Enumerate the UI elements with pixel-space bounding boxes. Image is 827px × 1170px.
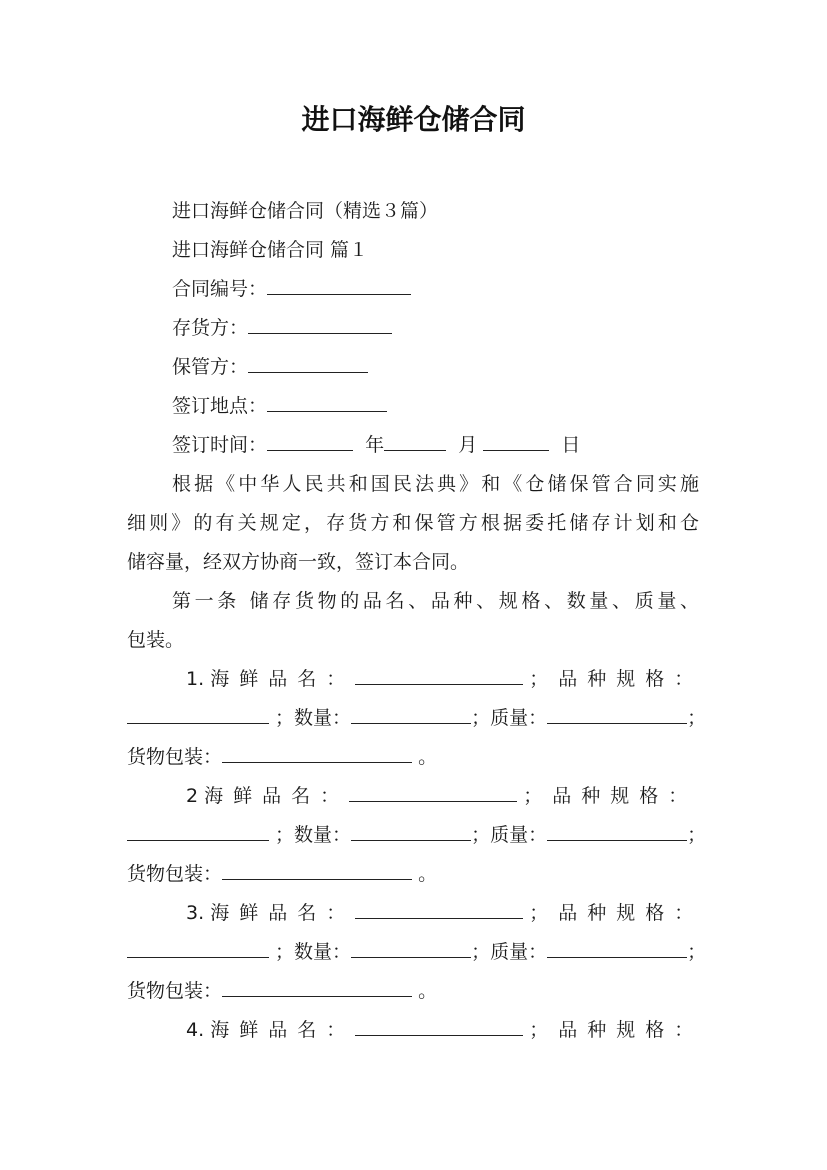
year-label: 年	[365, 434, 385, 456]
item-3-spec-blank	[127, 937, 269, 958]
day-label: 日	[561, 434, 581, 456]
item-3-detail-line	[127, 937, 706, 967]
item-3-qty-label: ；数量：	[275, 941, 352, 963]
item-1-name-line	[186, 664, 703, 694]
item-2-detail-line	[127, 820, 706, 850]
contract-no-blank	[267, 274, 411, 295]
document-title: 进口海鲜仓储合同	[301, 103, 526, 136]
document-subtitle: 进口海鲜仓储合同（精选３篇）	[172, 200, 439, 222]
item-4-spec-label: ；品种规格：	[529, 1019, 704, 1041]
item-3-name-line	[186, 898, 703, 928]
custodian-line	[172, 352, 368, 382]
intro-line-3: 储容量，经双方协商一致，签订本合同。	[127, 551, 470, 573]
item-1-end: 。	[418, 746, 438, 768]
item-1-semicolon: ；	[687, 707, 707, 729]
custodian-label: 保管方：	[172, 356, 249, 378]
item-1-qty-label: ；数量：	[275, 707, 352, 729]
item-1-pack-label: 货物包装：	[127, 746, 223, 768]
item-1-pack-line	[127, 742, 437, 772]
sign-place-line	[172, 391, 387, 421]
item-1-name-label: 海鲜品名：	[210, 668, 356, 690]
day-blank	[483, 430, 549, 451]
item-3-spec-label: ；品种规格：	[529, 902, 704, 924]
item-2-spec-blank	[127, 820, 269, 841]
item-2-quality-blank	[547, 820, 687, 841]
month-blank	[384, 430, 446, 451]
item-2-number: 2	[186, 785, 199, 807]
item-1-spec-label: ；品种规格：	[529, 668, 704, 690]
item-2-qty-label: ；数量：	[275, 824, 352, 846]
item-1-name-blank	[355, 664, 523, 685]
sign-time-line	[172, 430, 580, 460]
article1-line-2: 包装。	[127, 629, 185, 651]
item-3-pack-label: 货物包装：	[127, 980, 223, 1002]
item-1-quality-label: ；质量：	[471, 707, 548, 729]
item-1-spec-blank	[127, 703, 269, 724]
item-2-pack-blank	[222, 859, 412, 880]
sign-place-blank	[267, 391, 387, 412]
item-4-number: 4.	[186, 1019, 205, 1041]
depositor-blank	[248, 313, 392, 334]
year-blank	[267, 430, 353, 451]
depositor-label: 存货方：	[172, 317, 249, 339]
month-label: 月	[458, 434, 478, 456]
item-1-qty-blank	[351, 703, 471, 724]
item-2-quality-label: ；质量：	[471, 824, 548, 846]
item-1-quality-blank	[547, 703, 687, 724]
item-4-name-label: 海鲜品名：	[210, 1019, 356, 1041]
custodian-blank	[248, 352, 368, 373]
intro-line-1: 根据《中华人民共和国民法典》和《仓储保管合同实施	[172, 473, 699, 495]
item-1-detail-line	[127, 703, 706, 733]
sign-place-label: 签订地点：	[172, 395, 268, 417]
item-2-name-line	[186, 781, 697, 811]
item-2-semicolon: ；	[687, 824, 707, 846]
article1-line-1: 第一条 储存货物的品名、品种、规格、数量、质量、	[172, 590, 699, 612]
contract-no-label: 合同编号：	[172, 278, 268, 300]
part-heading: 进口海鲜仓储合同 篇１	[172, 239, 369, 261]
item-2-pack-label: 货物包装：	[127, 863, 223, 885]
contract-no-line	[172, 274, 411, 304]
item-2-name-label: 海鲜品名：	[204, 785, 350, 807]
item-3-pack-line	[127, 976, 437, 1006]
item-3-pack-blank	[222, 976, 412, 997]
depositor-line	[172, 313, 392, 343]
intro-line-2: 细则》的有关规定，存货方和保管方根据委托储存计划和仓	[127, 512, 699, 534]
item-3-number: 3.	[186, 902, 205, 924]
item-3-name-blank	[355, 898, 523, 919]
item-2-qty-blank	[351, 820, 471, 841]
item-3-end: 。	[418, 980, 438, 1002]
item-4-name-blank	[355, 1015, 523, 1036]
item-3-name-label: 海鲜品名：	[210, 902, 356, 924]
item-3-qty-blank	[351, 937, 471, 958]
item-2-pack-line	[127, 859, 437, 889]
item-2-spec-label: ；品种规格：	[523, 785, 698, 807]
item-3-quality-label: ；质量：	[471, 941, 548, 963]
item-3-quality-blank	[547, 937, 687, 958]
item-1-number: 1.	[186, 668, 205, 690]
item-1-pack-blank	[222, 742, 412, 763]
item-4-name-line	[186, 1015, 703, 1045]
item-2-end: 。	[418, 863, 438, 885]
item-2-name-blank	[349, 781, 517, 802]
sign-time-label: 签订时间：	[172, 434, 268, 456]
item-3-semicolon: ；	[687, 941, 707, 963]
